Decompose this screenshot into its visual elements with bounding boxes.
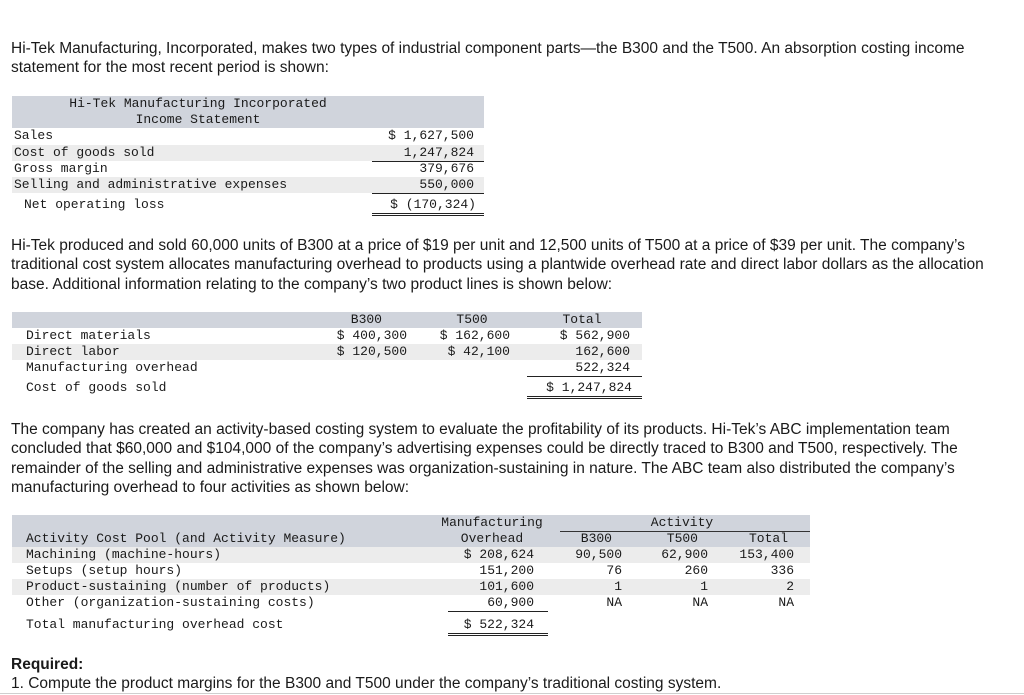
cell-b300: 76 — [606, 563, 622, 578]
table-row — [12, 328, 642, 344]
cell-total: 153,400 — [739, 547, 794, 562]
cell-t500: $ 162,600 — [439, 328, 510, 343]
cell-t500: $ 42,100 — [447, 344, 510, 359]
production-paragraph: Hi-Tek produced and sold 60,000 units of B300 at a price of $19 per unit and 12,500 units of T500 at a price of $39 per unit. The company’s traditional cost system allocates manufacturing overhead to products using a plantwide overhead rate and direct labor dollars as the allocation base. Additional information relating to the company’s two product lines is shown below: — [11, 237, 984, 293]
table-row — [12, 595, 810, 611]
cell-total: NA — [778, 595, 794, 610]
cell-overhead: 151,200 — [479, 563, 534, 578]
row-label: Net operating loss — [24, 197, 165, 212]
cell-t500: NA — [692, 595, 708, 610]
row-label: Direct labor — [26, 344, 120, 359]
income-statement-table — [12, 96, 484, 218]
income-statement-company: Hi-Tek Manufacturing Incorporated — [69, 96, 327, 111]
row-label: Manufacturing overhead — [26, 360, 198, 375]
cell-t500: 62,900 — [661, 547, 708, 562]
header-t500: T500 — [666, 531, 698, 546]
required-heading: Required: — [11, 656, 84, 673]
cell-total: 522,324 — [527, 360, 642, 377]
row-value: 550,000 — [372, 177, 484, 194]
header-b300: B300 — [350, 312, 382, 327]
table-row — [12, 579, 810, 595]
header-mfg-overhead-line1: Manufacturing — [441, 515, 543, 530]
product-cost-table — [12, 312, 642, 402]
cell-b300: NA — [606, 595, 622, 610]
table-row — [12, 128, 484, 144]
row-label: Cost of goods sold — [14, 145, 155, 160]
header-total: Total — [562, 312, 602, 327]
row-label: Machining (machine-hours) — [26, 547, 222, 562]
table-row — [12, 380, 642, 396]
divider — [0, 693, 1024, 694]
cell-total: $ 562,900 — [559, 328, 630, 343]
table-row — [12, 547, 810, 563]
row-label: Product-sustaining (number of products) — [26, 579, 331, 594]
header-activity-pool: Activity Cost Pool (and Activity Measure) — [26, 531, 346, 546]
table-row — [12, 617, 810, 633]
header-t500: T500 — [456, 312, 488, 327]
table-row — [12, 344, 642, 360]
table-row — [12, 145, 484, 161]
row-label: Gross margin — [14, 161, 108, 176]
header-activity: Activity — [650, 515, 714, 530]
row-label: Direct materials — [26, 328, 151, 343]
table-row — [12, 563, 810, 579]
row-value: $ 1,627,500 — [388, 128, 474, 143]
cell-overhead: 101,600 — [479, 579, 534, 594]
header-b300: B300 — [580, 531, 612, 546]
cell-total: $ 1,247,824 — [527, 380, 642, 399]
cell-total: 162,600 — [575, 344, 630, 359]
cell-total: 336 — [770, 563, 794, 578]
cell-b300: 90,500 — [575, 547, 622, 562]
activity-cost-table — [12, 515, 810, 637]
row-label: Setups (setup hours) — [26, 563, 183, 578]
row-label: Other (organization-sustaining costs) — [26, 595, 315, 610]
abc-paragraph: The company has created an activity-based costing system to evaluate the profitability of its products. Hi-Tek’s ABC implementation team concluded that $60,000 and $104,000 of the company’s advertising expenses could be directly traced to B300 and T500, respectively. The remainder of the selling and administrative expenses was organization-sustaining in nature. The ABC team also distributed the company’s manufacturing overhead to four activities as shown below: — [11, 421, 958, 496]
cell-b300: $ 400,300 — [336, 328, 407, 343]
row-label: Selling and administrative expenses — [14, 177, 288, 192]
row-value: 1,247,824 — [372, 145, 484, 162]
row-label: Sales — [14, 128, 54, 143]
cell-overhead: $ 208,624 — [463, 547, 534, 562]
table-row — [12, 177, 484, 193]
cell-overhead: $ 522,324 — [448, 617, 548, 636]
table-row — [12, 360, 642, 376]
required-item-1: 1. Compute the product margins for the B300 and T500 under the company’s traditional costing system. — [11, 675, 722, 692]
cell-t500: 260 — [684, 563, 708, 578]
income-statement-title: Income Statement — [135, 112, 261, 127]
intro-paragraph: Hi-Tek Manufacturing, Incorporated, makes two types of industrial component parts—the B300 and the T500. An absorption costing income statement for the most recent period is shown: — [11, 40, 965, 77]
cell-overhead: 60,900 — [448, 595, 548, 612]
table-row — [12, 197, 484, 213]
row-label: Cost of goods sold — [26, 380, 167, 395]
row-value: 379,676 — [419, 161, 474, 176]
cell-total: 2 — [786, 579, 794, 594]
row-label: Total manufacturing overhead cost — [26, 617, 284, 632]
row-value: $ (170,324) — [372, 197, 484, 216]
header-mfg-overhead-line2: Overhead — [460, 531, 524, 546]
table-row — [12, 161, 484, 177]
header-total: Total — [748, 531, 788, 546]
cell-t500: 1 — [700, 579, 708, 594]
cell-b300: 1 — [614, 579, 622, 594]
cell-b300: $ 120,500 — [336, 344, 407, 359]
